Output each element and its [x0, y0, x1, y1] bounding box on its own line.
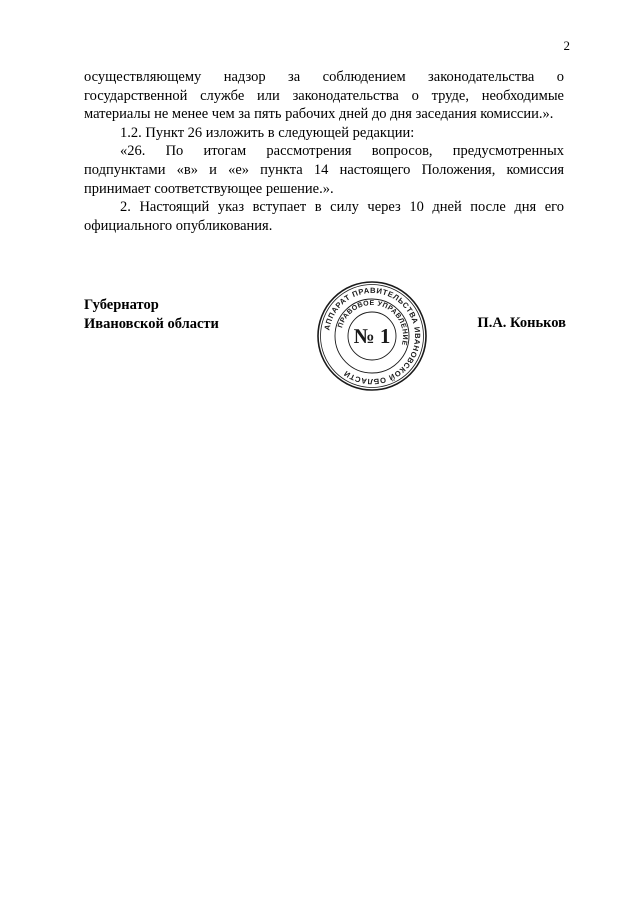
signatory-title-line2: Ивановской области: [84, 315, 219, 332]
paragraph-item-1-2: 1.2. Пункт 26 изложить в следующей редакции:: [120, 124, 415, 141]
seal-graphic: [316, 280, 428, 392]
seal-outer-text-path: АППАРАТ ПРАВИТЕЛЬСТВА ИВАНОВСКОЙ ОБЛАСТИ: [322, 285, 423, 387]
signatory-title: [84, 296, 219, 333]
seal-center-number: № 1: [353, 324, 391, 348]
signatory-name: П.А. Коньков: [477, 315, 566, 331]
document-body: [84, 68, 564, 235]
seal-inner-text-path: ПРАВОВОЕ УПРАВЛЕНИЕ: [337, 299, 409, 347]
paragraph-item-2: 2. Настоящий указ вступает в силу через 10 дней после дня его официального опубликования.: [84, 199, 564, 234]
official-seal: [316, 280, 428, 392]
paragraph-item-26: «26. По итогам рассмотрения вопросов, предусмотренных подпунктами «в» и «е» пункта 14 настоящего Положения, комиссия принимает соответствующее решение.».: [84, 143, 564, 197]
page-number: 2: [563, 38, 570, 53]
paragraph-continuation: осуществляющему надзор за соблюдением законодательства о государственной службе или законодательства о труде, необходимые материалы не менее чем за пять рабочих дней до дня заседания комиссии.».: [84, 69, 564, 123]
signatory-title-line1: Губернатор: [84, 297, 159, 313]
